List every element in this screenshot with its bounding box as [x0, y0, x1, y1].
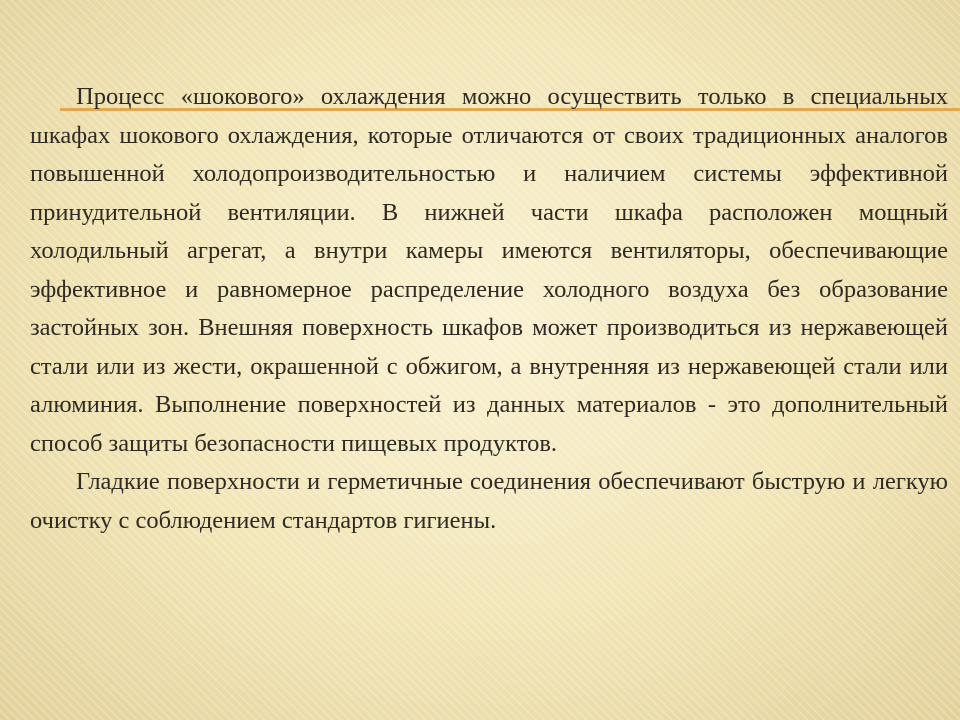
body-text: [30, 78, 948, 540]
paragraph-2: Гладкие поверхности и герметичные соединения обеспечивают быструю и легкую очистку с соблюдением стандартов гигиены.: [30, 468, 948, 534]
paragraph-1: Процесс «шокового» охлаждения можно осуществить только в специальных шкафах шокового охлаждения, которые отличаются от своих традиционных аналогов повышенной холодопроизводительностью и наличием системы эффективной принудительной вентиляции. В нижней части шкафа расположен мощный холодильный агрегат, а внутри камеры имеются вентиляторы, обеспечивающие эффективное и равномерное распределение холодного воздуха без образование застойных зон. Внешняя поверхность шкафов может производиться из нержавеющей стали или из жести, окрашенной с обжигом, а внутренняя из нержавеющей стали или алюминия. Выполнение поверхностей из данных материалов - это дополнительный способ защиты безопасности пищевых продуктов.: [30, 83, 948, 457]
